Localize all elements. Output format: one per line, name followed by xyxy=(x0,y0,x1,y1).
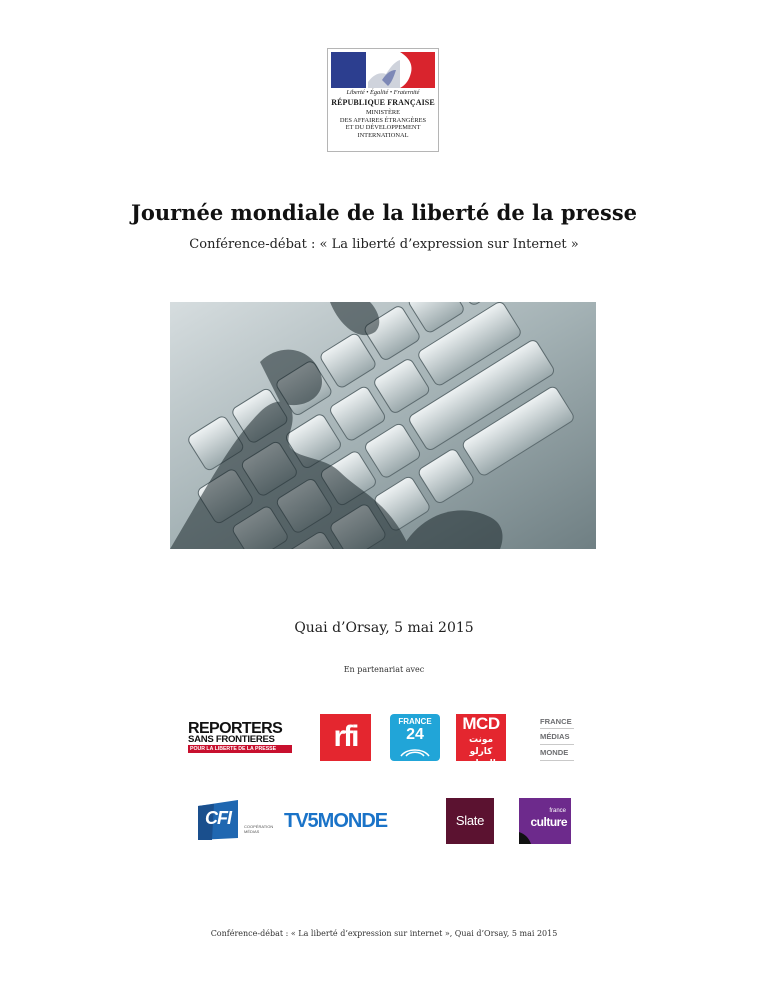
ministry-line: INTERNATIONAL xyxy=(357,131,409,139)
ministry-line: MINISTÈRE xyxy=(365,109,401,116)
mcd-arabic-line2: الدولية xyxy=(466,759,496,769)
partner-logos xyxy=(176,686,590,869)
rsf-line2: SANS FRONTIERES xyxy=(188,734,275,745)
marianne-flag-emblem xyxy=(331,52,435,88)
fmm-line3: MONDE xyxy=(540,745,574,761)
place-date: Quai d’Orsay, 5 mai 2015 xyxy=(294,620,474,636)
rfi-logo xyxy=(320,714,371,761)
mcd-arabic-line1: مونت كارلو xyxy=(468,735,494,757)
logo-ministry-name xyxy=(328,109,438,139)
rsf-line1: REPORTERS xyxy=(188,720,283,737)
france-culture-line1: france xyxy=(549,808,566,814)
cfi-mark: CFI xyxy=(205,808,231,828)
france-culture-logo xyxy=(519,798,571,844)
france24-line1: FRANCE xyxy=(398,717,432,726)
france24-line2: 24 xyxy=(406,726,424,743)
slate-text: Slate xyxy=(455,813,485,828)
logo-republic: RÉPUBLIQUE FRANÇAISE xyxy=(331,98,435,107)
france-medias-monde-logo xyxy=(540,715,574,761)
partnership-intro: En partenariat avec xyxy=(343,665,425,674)
france-culture-line2: culture xyxy=(530,815,567,829)
logo-motto: Liberté • Égalité • Fraternité xyxy=(346,89,420,96)
rsf-line3: POUR LA LIBERTE DE LA PRESSE xyxy=(188,745,292,753)
tv5monde-logo: TV5MONDE xyxy=(284,810,388,832)
france24-logo xyxy=(390,714,440,761)
cfi-logo xyxy=(194,798,274,842)
document-title: Journée mondiale de la liberté de la presse xyxy=(130,200,638,225)
rsf-logo xyxy=(188,722,296,752)
cfi-caption-line2: MÉDIAS xyxy=(244,829,260,834)
page-footer: Conférence-débat : « La liberté d’expression sur internet », Quai d’Orsay, 5 mai 2015 xyxy=(210,929,558,938)
document-subtitle: Conférence-débat : « La liberté d’expression sur Internet » xyxy=(189,237,579,252)
slate-logo xyxy=(446,798,494,844)
france-culture-corner-icon xyxy=(519,828,535,844)
ministry-line: ET DU DÉVELOPPEMENT xyxy=(345,124,421,132)
mcd-logo xyxy=(456,714,506,769)
cfi-caption-line1: COOPÉRATION xyxy=(244,824,274,829)
mcd-latin: MCD xyxy=(462,714,500,733)
rfi-text: rfi xyxy=(333,720,358,753)
fmm-line1: FRANCE xyxy=(540,715,574,729)
keyboard-photo xyxy=(170,302,596,549)
france24-waves-icon xyxy=(395,742,435,758)
ministry-logo xyxy=(327,48,439,152)
fmm-line2: MÉDIAS xyxy=(540,729,574,745)
ministry-line: DES AFFAIRES ÉTRANGÈRES xyxy=(339,116,427,124)
